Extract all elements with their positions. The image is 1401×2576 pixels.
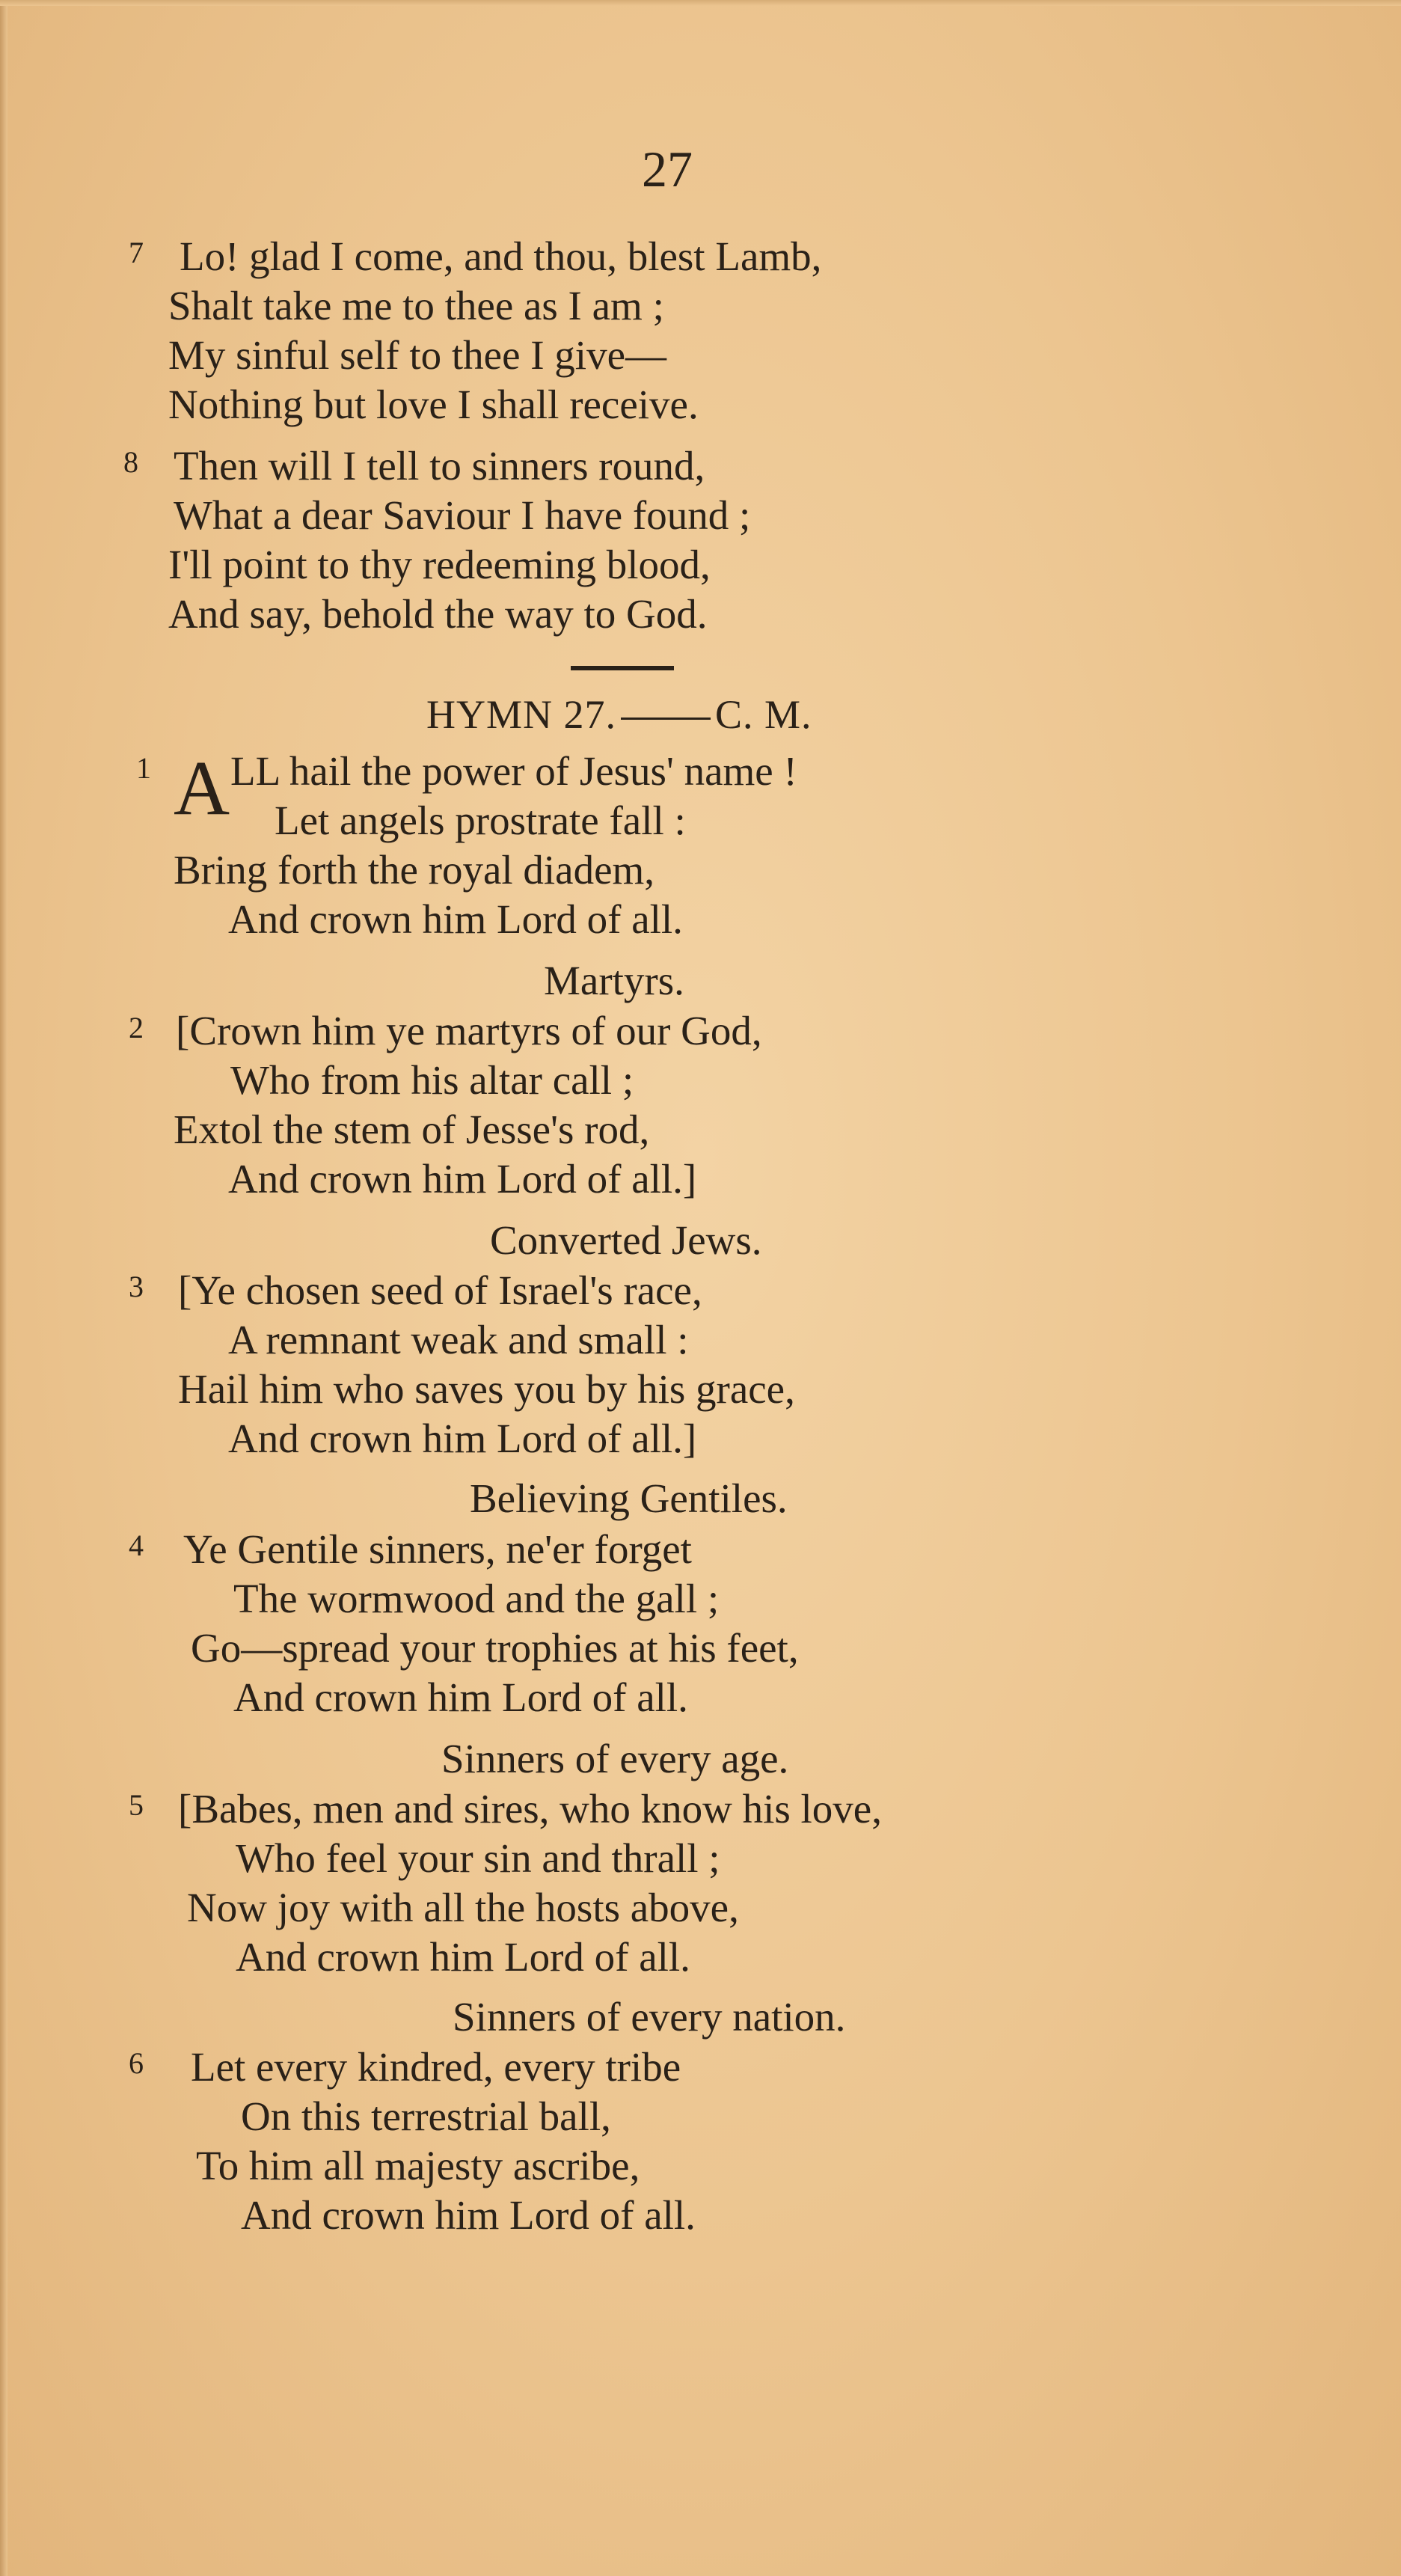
verse-line: [Crown him ye martyrs of our God, — [176, 1008, 762, 1053]
verse-line: Who feel your sin and thrall ; — [236, 1835, 720, 1881]
stanza-number: 5 — [129, 1788, 144, 1822]
page-top-edge — [0, 0, 1401, 6]
page-number: 27 — [642, 141, 693, 198]
verse-line: And crown him Lord of all.] — [228, 1156, 697, 1202]
verse-line: LL hail the power of Jesus' name ! — [230, 748, 797, 794]
verse-line: Let every kindred, every tribe — [191, 2044, 681, 2090]
section-heading: Martyrs. — [544, 958, 684, 1003]
verse-line: And crown him Lord of all. — [228, 896, 683, 942]
drop-cap: A — [174, 745, 230, 831]
stanza-number: 2 — [129, 1011, 144, 1044]
verse-line: Shalt take me to thee as I am ; — [168, 283, 664, 328]
verse-line: [Ye chosen seed of Israel's race, — [178, 1267, 702, 1313]
page-edge-shadow — [0, 0, 7, 2576]
section-heading: Sinners of every age. — [441, 1736, 789, 1781]
verse-line: Who from his altar call ; — [230, 1057, 634, 1103]
stanza-number: 4 — [129, 1529, 144, 1562]
stanza-number: 3 — [129, 1270, 144, 1303]
section-heading: Converted Jews. — [490, 1217, 762, 1263]
verse-line: What a dear Saviour I have found ; — [174, 492, 751, 538]
verse-line: Lo! glad I come, and thou, blest Lamb, — [180, 233, 822, 279]
verse-line: And crown him Lord of all.] — [228, 1416, 697, 1461]
verse-line: On this terrestrial ball, — [241, 2093, 611, 2139]
verse-line: Go—spread your trophies at his feet, — [191, 1625, 799, 1671]
verse-line: And say, behold the way to God. — [168, 591, 708, 637]
verse-line: Extol the stem of Jesse's rod, — [174, 1107, 650, 1152]
verse-line: [Babes, men and sires, who know his love, — [178, 1786, 882, 1832]
stanza-number: 7 — [129, 236, 144, 269]
stanza-number: 1 — [136, 751, 151, 785]
hymn-number: HYMN 27. — [426, 692, 617, 737]
verse-line: A remnant weak and small : — [228, 1317, 689, 1362]
hymn-title — [426, 694, 812, 735]
verse-line: Hail him who saves you by his grace, — [178, 1366, 795, 1412]
stanza-number: 8 — [123, 445, 138, 479]
verse-line: The wormwood and the gall ; — [233, 1576, 720, 1621]
verse-line: And crown him Lord of all. — [233, 1674, 688, 1720]
verse-line: Nothing but love I shall receive. — [168, 382, 699, 427]
verse-line: Now joy with all the hosts above, — [187, 1885, 739, 1930]
title-dash — [621, 718, 711, 720]
stanza-number: 6 — [129, 2046, 144, 2080]
section-heading: Sinners of every nation. — [453, 1994, 846, 2040]
verse-line: Bring forth the royal diadem, — [174, 847, 655, 893]
verse-line: Let angels prostrate fall : — [275, 798, 686, 843]
verse-line: I'll point to thy redeeming blood, — [168, 542, 711, 587]
verse-line: And crown him Lord of all. — [236, 1934, 690, 1980]
verse-line: And crown him Lord of all. — [241, 2192, 696, 2238]
section-heading: Believing Gentiles. — [470, 1475, 788, 1521]
section-rule — [571, 666, 674, 670]
hymn-meter: C. M. — [715, 692, 812, 737]
verse-line: Then will I tell to sinners round, — [174, 443, 705, 489]
verse-line: To him all majesty ascribe, — [196, 2143, 640, 2188]
verse-line: My sinful self to thee I give— — [168, 332, 666, 378]
verse-line: Ye Gentile sinners, ne'er forget — [183, 1526, 692, 1572]
